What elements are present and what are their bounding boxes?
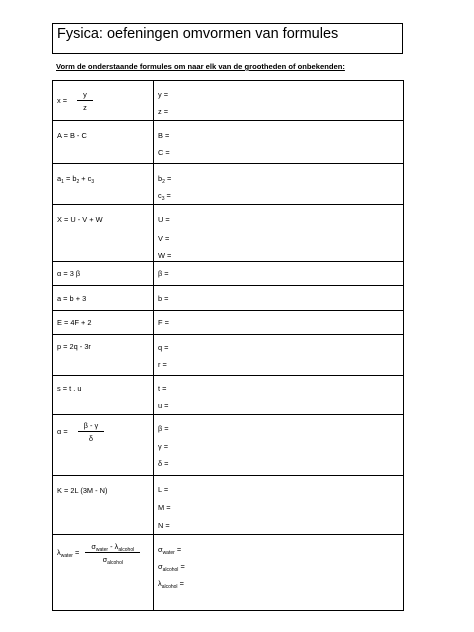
- exercise-row: [53, 121, 404, 164]
- page-title: Fysica: oefeningen omvormen van formules: [57, 26, 339, 42]
- exercise-row: [53, 535, 404, 611]
- fraction-denominator: z: [83, 103, 87, 113]
- formula-cell: [53, 415, 154, 476]
- subscript: 3: [91, 179, 95, 185]
- formula: X = U - V + W: [57, 215, 103, 224]
- exercise-row: [53, 164, 404, 205]
- subscript: 2: [76, 179, 80, 185]
- answer-label: β =: [158, 424, 169, 433]
- answer-label: z =: [158, 107, 169, 116]
- answer-cell: [154, 535, 404, 611]
- formula: A = B - C: [57, 131, 87, 140]
- exercise-row: [53, 205, 404, 262]
- answer-label: δ =: [158, 459, 169, 468]
- subscript: 3: [161, 196, 165, 202]
- formula-cell: [53, 535, 154, 611]
- answer-label: γ =: [158, 442, 169, 451]
- formula: [57, 422, 104, 443]
- exercise-row: [53, 311, 404, 335]
- formula-lhs: x =: [57, 96, 68, 106]
- answer-label: r =: [158, 360, 167, 369]
- exercise-table: [52, 80, 404, 611]
- answer-cell: [154, 335, 404, 376]
- formula: $a_1 = b_2 + c_3$: [57, 174, 95, 185]
- answer-label: b =: [158, 294, 169, 303]
- fraction-numerator: y: [77, 91, 93, 101]
- formula-cell: [53, 81, 154, 121]
- subscript: alcohol: [161, 584, 178, 590]
- formula-cell: [53, 311, 154, 335]
- answer-label: β =: [158, 269, 169, 278]
- exercise-row: [53, 335, 404, 376]
- fraction: [78, 422, 105, 443]
- answer-label: C =: [158, 148, 170, 157]
- answer-cell: [154, 121, 404, 164]
- answer-cell: [154, 205, 404, 262]
- answer-label: M =: [158, 503, 171, 512]
- formula: [57, 91, 93, 112]
- formula-cell: [53, 376, 154, 415]
- answer-cell: [154, 81, 404, 121]
- exercise-row: [53, 415, 404, 476]
- formula-cell: [53, 262, 154, 286]
- formula-cell: [53, 205, 154, 262]
- answer-label: W =: [158, 251, 172, 260]
- subscript: 2: [162, 179, 165, 185]
- fraction-denominator: δ: [88, 434, 93, 444]
- answer-label: y =: [158, 90, 169, 99]
- answer-label: $\lambda_{alcohol}$ =: [158, 579, 184, 590]
- answer-cell: [154, 376, 404, 415]
- formula-cell: [53, 121, 154, 164]
- formula: α = 3 β: [57, 269, 81, 278]
- subscript: alcohol: [162, 567, 179, 573]
- formula: s = t . u: [57, 384, 82, 393]
- title-box: [52, 23, 403, 54]
- answer-label: L =: [158, 485, 169, 494]
- formula: [57, 542, 140, 567]
- fraction-numerator: $\sigma_{water} - \lambda_{alcohol}$: [85, 543, 140, 553]
- formula-cell: [53, 476, 154, 535]
- answer-cell: [154, 286, 404, 311]
- answer-label: $\sigma_{water}$ =: [158, 545, 182, 556]
- answer-cell: [154, 311, 404, 335]
- answer-label: N =: [158, 521, 170, 530]
- answer-label: F =: [158, 318, 169, 327]
- subscript: water: [60, 553, 73, 560]
- subscript: water: [162, 550, 175, 556]
- fraction: [77, 91, 93, 112]
- subscript: water: [95, 547, 109, 553]
- formula-cell: [53, 286, 154, 311]
- formula: E = 4F + 2: [57, 318, 92, 327]
- formula-cell: [53, 335, 154, 376]
- answer-label: t =: [158, 384, 167, 393]
- answer-label: u =: [158, 401, 169, 410]
- fraction-numerator: β - γ: [78, 422, 105, 432]
- subscript: 1: [61, 179, 64, 185]
- exercise-row: [53, 81, 404, 121]
- exercise-row: [53, 476, 404, 535]
- answer-cell: [154, 476, 404, 535]
- exercise-row: [53, 286, 404, 311]
- answer-label: $b_2$ =: [158, 174, 172, 185]
- answer-label: q =: [158, 343, 169, 352]
- formula-lhs: $\lambda_{water}$ =: [57, 548, 80, 560]
- formula: K = 2L (3M - N): [57, 486, 108, 495]
- fraction: [85, 542, 140, 567]
- answer-label: B =: [158, 131, 170, 140]
- exercise-row: [53, 262, 404, 286]
- answer-cell: [154, 164, 404, 205]
- answer-cell: [154, 262, 404, 286]
- answer-label: U =: [158, 215, 170, 224]
- answer-label: V =: [158, 234, 170, 243]
- subscript: alcohol: [118, 547, 135, 553]
- formula-lhs: α =: [57, 427, 68, 437]
- exercise-row: [53, 376, 404, 415]
- formula: p = 2q - 3r: [57, 342, 91, 351]
- answer-cell: [154, 415, 404, 476]
- formula: a = b + 3: [57, 294, 87, 303]
- subscript: alcohol: [107, 560, 123, 567]
- fraction-denominator: $\sigma_{alcohol}$: [102, 555, 123, 567]
- answer-label: $\sigma_{alcohol}$ =: [158, 562, 185, 573]
- instruction: Vorm de onderstaande formules om naar elk van de grootheden of onbekenden:: [56, 62, 345, 71]
- formula-cell: [53, 164, 154, 205]
- answer-label: $c_3$ =: [158, 191, 171, 202]
